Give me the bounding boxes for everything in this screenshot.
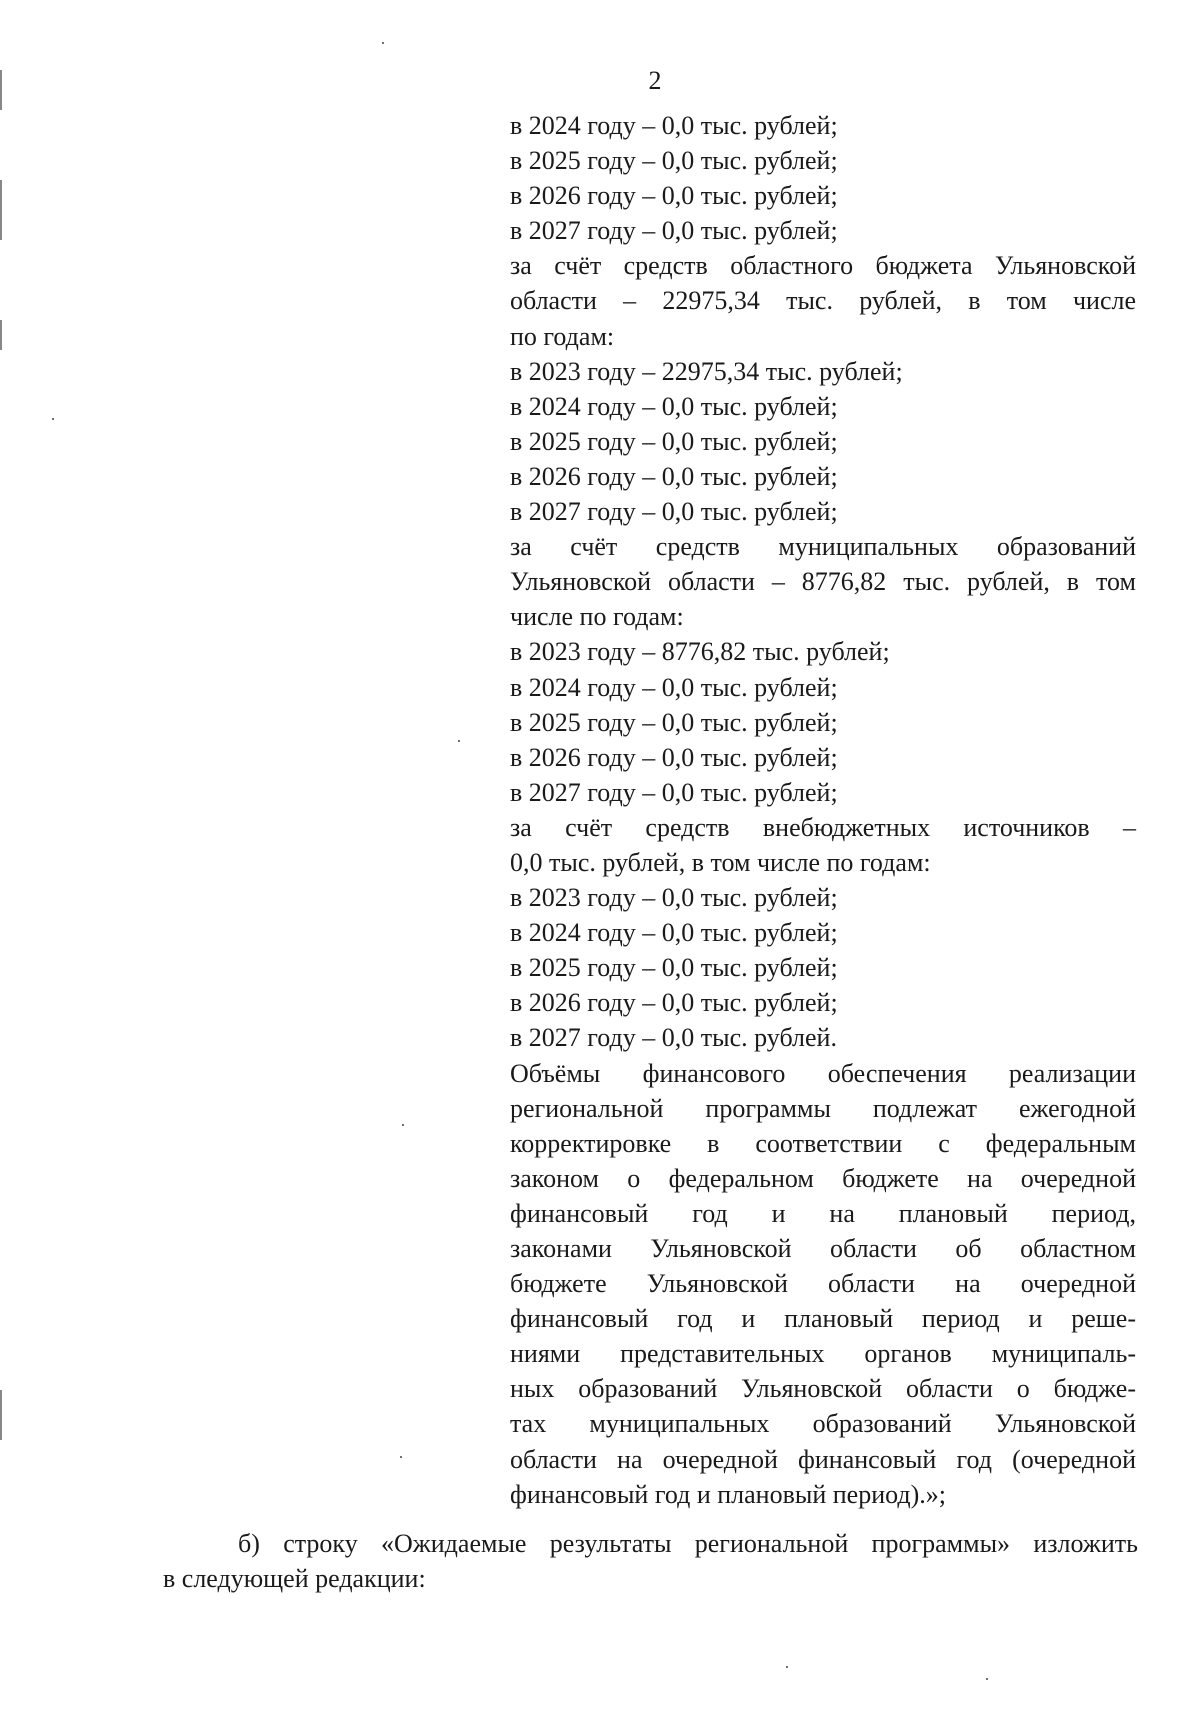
scan-speck <box>402 1124 404 1126</box>
column-line: по годам: <box>510 321 615 351</box>
column-line: числе по годам: <box>510 602 684 632</box>
column-line: за счёт средств муниципальных образований <box>510 532 1136 562</box>
scan-speck <box>786 1666 788 1668</box>
column-line: в 2023 году – 8776,82 тыс. рублей; <box>510 637 890 667</box>
column-line: в 2025 году – 0,0 тыс. рублей; <box>510 953 838 983</box>
column-line: за счёт средств внебюджетных источников – <box>510 812 1136 842</box>
column-line: финансовый год и плановый период).»; <box>510 1479 946 1509</box>
scan-speck <box>458 740 460 742</box>
column-line: в 2027 году – 0,0 тыс. рублей; <box>510 216 838 246</box>
column-line: в 2025 году – 0,0 тыс. рублей; <box>510 426 838 456</box>
column-line: в 2023 году – 22975,34 тыс. рублей; <box>510 356 903 386</box>
column-line: ниями представительных органов муниципаль- <box>510 1339 1136 1369</box>
column-line: за счёт средств областного бюджета Ульяновской <box>510 251 1136 281</box>
column-line: региональной программы подлежат ежегодной <box>510 1093 1136 1123</box>
amendment-paragraph <box>163 1526 1138 1596</box>
column-line: в 2024 году – 0,0 тыс. рублей; <box>510 391 838 421</box>
column-line: в 2026 году – 0,0 тыс. рублей; <box>510 181 838 211</box>
column-line: в 2024 году – 0,0 тыс. рублей; <box>510 111 838 140</box>
column-line: в 2027 году – 0,0 тыс. рублей; <box>510 777 838 807</box>
column-line: области на очередной финансовый год (очередной <box>510 1444 1136 1474</box>
column-line: законами Ульяновской области об областном <box>510 1234 1136 1263</box>
column-line: финансовый год и на плановый период, <box>510 1198 1136 1228</box>
column-line: законом о федеральном бюджете на очередной <box>510 1163 1136 1193</box>
column-line: области – 22975,34 тыс. рублей, в том числе <box>510 286 1136 316</box>
column-line: тах муниципальных образований Ульяновской <box>510 1409 1136 1439</box>
column-line: корректировке в соответствии с федеральным <box>510 1128 1136 1158</box>
scan-speck <box>400 1456 402 1458</box>
column-line: ных образований Ульяновской области о бюдже- <box>510 1374 1136 1404</box>
column-line: в 2026 году – 0,0 тыс. рублей; <box>510 461 838 491</box>
column-line: Объёмы финансового обеспечения реализации <box>510 1058 1136 1088</box>
paragraph-line-2: в следующей редакции: <box>163 1564 426 1593</box>
column-line: в 2024 году – 0,0 тыс. рублей; <box>510 672 838 702</box>
column-line: в 2024 году – 0,0 тыс. рублей; <box>510 918 838 948</box>
column-line: в 2023 году – 0,0 тыс. рублей; <box>510 883 838 913</box>
column-line: бюджете Ульяновской области на очередной <box>510 1269 1136 1299</box>
column-line: 0,0 тыс. рублей, в том числе по годам: <box>510 847 931 877</box>
financing-column <box>510 108 1136 1512</box>
column-line: в 2027 году – 0,0 тыс. рублей. <box>510 1023 837 1053</box>
page-number: 2 <box>648 66 662 95</box>
scan-speck <box>986 1678 988 1680</box>
column-line: Ульяновской области – 8776,82 тыс. рублей, в том <box>510 567 1136 597</box>
column-line: в 2025 году – 0,0 тыс. рублей; <box>510 707 838 737</box>
scan-speck <box>382 42 384 44</box>
column-line: в 2026 году – 0,0 тыс. рублей; <box>510 742 838 772</box>
scan-speck <box>52 418 54 420</box>
paragraph-line-1: б) строку «Ожидаемые результаты региональной программы» изложить <box>238 1529 1138 1558</box>
column-line: в 2027 году – 0,0 тыс. рублей; <box>510 497 838 527</box>
column-line: финансовый год и плановый период и реше- <box>510 1304 1136 1334</box>
column-line: в 2026 году – 0,0 тыс. рублей; <box>510 988 838 1018</box>
scan-edge-marks <box>0 60 3 1460</box>
column-line: в 2025 году – 0,0 тыс. рублей; <box>510 146 838 176</box>
